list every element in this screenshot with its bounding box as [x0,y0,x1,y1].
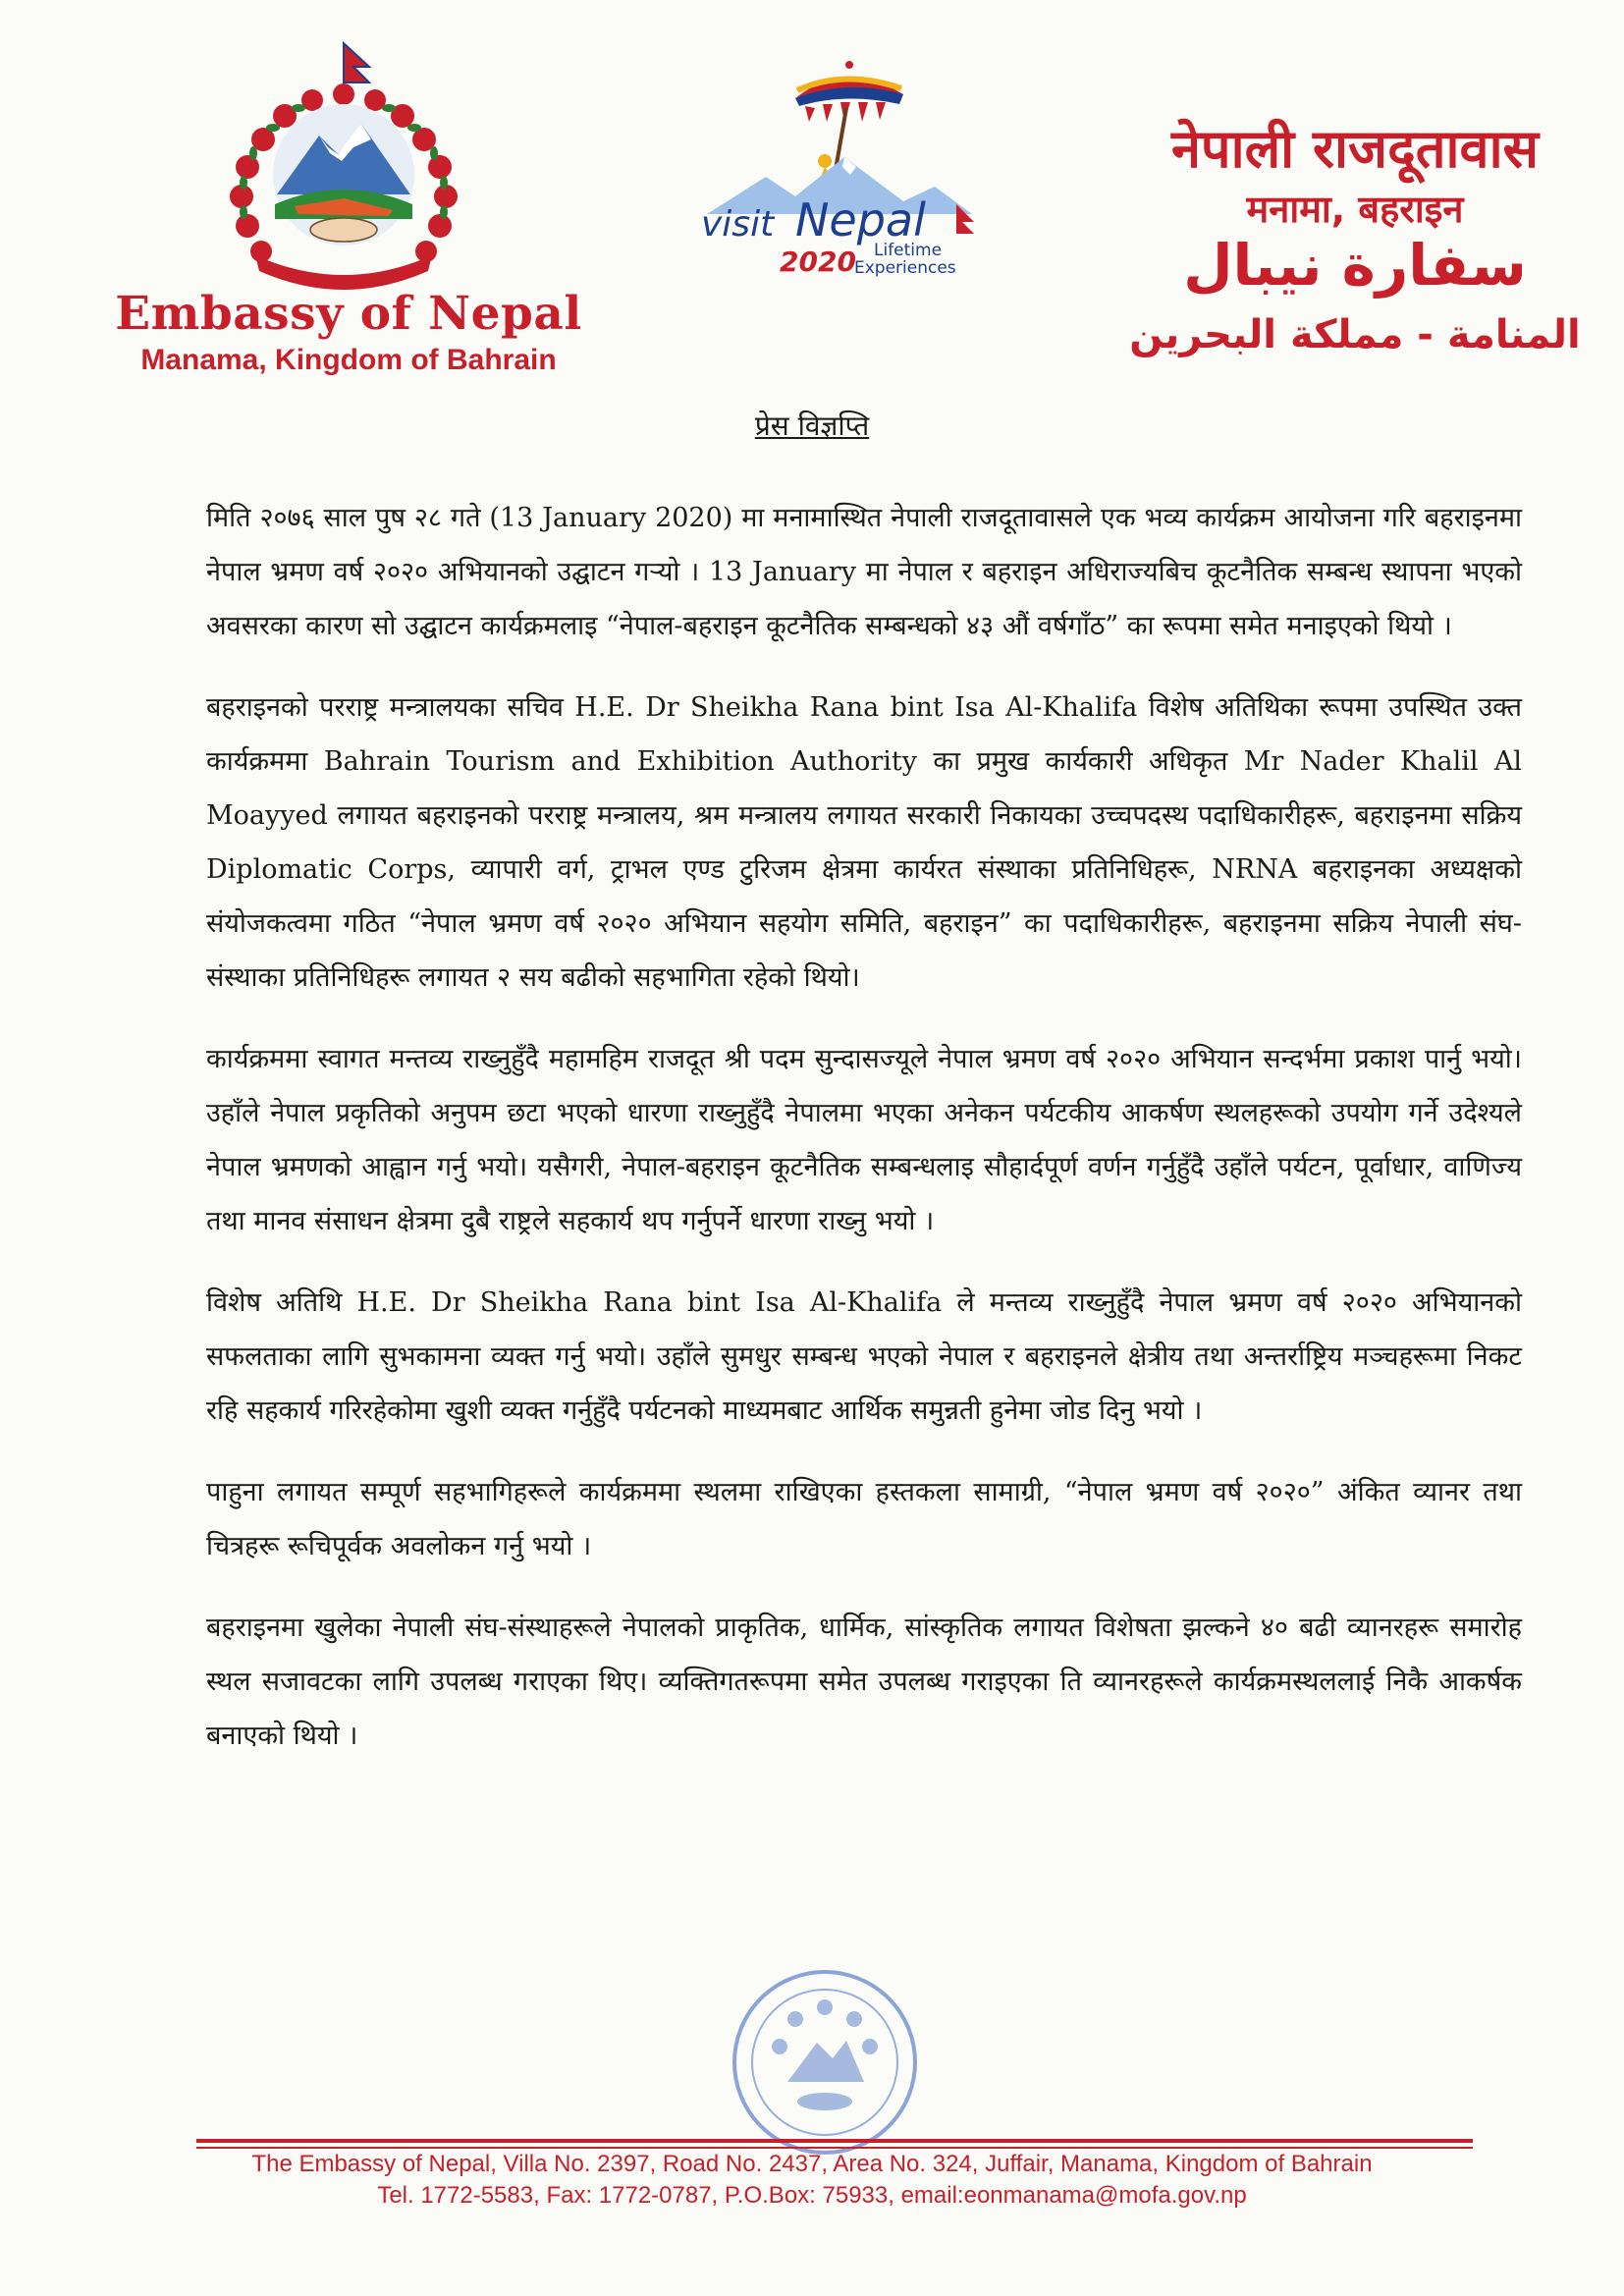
experiences-text: Experiences [854,258,956,278]
paragraph-1: मिति २०७६ साल पुष २८ गते (13 January 2020) मा मनामास्थित नेपाली राजदूतावासले एक भव्य कार्यक्रम आयोजना गरि बहराइनमा नेपाल भ्रमण वर्ष २०२० अभियानको उद्घाटन गऱ्यो । 13 January मा नेपाल र बहराइन अधिराज्यबिच कूटनैतिक सम्बन्ध स्थापना भएको अवसरका कारण सो उद्घाटन कार्यक्रमलाइ “नेपाल-बहराइन कूटनैतिक सम्बन्धको ४३ औं वर्षगाँठ” का रूपमा समेत मनाइएको थियो । [206,503,1522,641]
footer-address: The Embassy of Nepal, Villa No. 2397, Road No. 2437, Area No. 324, Juffair, Manama, Kingdom of Bahrain [251,2151,1373,2177]
paragraph-6: बहराइनमा खुलेका नेपाली संघ-संस्थाहरूले नेपालको प्राकृतिक, धार्मिक, सांस्कृतिक लगायत विशेषता झल्कने ४० बढी व्यानरहरू समारोह स्थल सजावटका लागि उपलब्ध गराएका थिए। व्यक्तिगतरूपमा समेत उपलब्ध गराइएका ति व्यानरहरूले कार्यक्रमस्थललाई निकै आकर्षक बनाएको थियो । [206,1613,1522,1751]
nepal-text: Nepal [795,193,926,246]
lifetime-text: Lifetime [874,241,943,260]
nepal-emblem-icon [196,37,491,302]
visit-nepal-2020-logo-icon [677,39,992,304]
embassy-name-ar: سفارة نيبال [1183,232,1527,299]
footer-rule-thick [196,2139,1473,2143]
footer-contact: Tel. 1772-5583, Fax: 1772-0787, P.O.Box: 75933, email:eonmanama@mofa.gov.np [377,2182,1247,2209]
embassy-city-ne: मनामा, बहराइन [1246,188,1464,231]
year-text: 2020 [780,246,856,278]
press-release-body [206,491,1522,1790]
paragraph-5: पाहुना लगायत सम्पूर्ण सहभागिहरूले कार्यक्रममा स्थलमा राखिएका हस्तकला सामाग्री, “नेपाल भ्रमण वर्ष २०२०” अंकित व्यानर तथा चित्रहरू रूचिपूर्वक अवलोकन गर्नु भयो । [206,1477,1522,1561]
embassy-city-ar: المنامة - مملكة البحرين [1129,312,1581,357]
visit-text: visit [701,204,775,245]
press-release-title: प्रेस विज्ञप्ति [754,410,870,442]
footer-rule-thin [196,2147,1473,2149]
paragraph-2: बहराइनको परराष्ट्र मन्त्रालयका सचिव H.E. Dr Sheikha Rana bint Isa Al-Khalifa विशेष अतिथिका रूपमा उपस्थित उक्त कार्यक्रममा Bahrain Tourism and Exhibition Authority का प्रमुख कार्यकारी अधिकृत Mr Nader Khalil Al Moayyed लगायत बहराइनको परराष्ट्र मन्त्रालय, श्रम मन्त्रालय लगायत सरकारी निकायका उच्चपदस्थ पदाधिकारीहरू, बहराइनमा सक्रिय Diplomatic Corps, व्यापारी वर्ग, ट्राभल एण्ड टुरिजम क्षेत्रमा कार्यरत संस्थाका प्रतिनिधिहरू, NRNA बहराइनका अध्यक्षको संयोजकत्वमा गठित “नेपाल भ्रमण वर्ष २०२० अभियान सहयोग समिति, बहराइन” का पदाधिकारीहरू, बहराइनमा सक्रिय नेपाली संघ-संस्थाका प्रतिनिधिहरू लगायत २ सय बढीको सहभागिता रहेको थियो। [206,692,1522,993]
paragraph-3: कार्यक्रममा स्वागत मन्तव्य राख्नुहुँदै महामहिम राजदूत श्री पदम सुन्दासज्यूले नेपाल भ्रमण वर्ष २०२० अभियान सन्दर्भमा प्रकाश पार्नु भयो। उहाँले नेपाल प्रकृतिको अनुपम छटा भएको धारणा राख्नुहुँदै नेपालमा भएका अनेकन पर्यटकीय आकर्षण स्थलहरूको उपयोग गर्ने उदेश्यले नेपाल भ्रमणको आह्वान गर्नु भयो। यसैगरी, नेपाल-बहराइन कूटनैतिक सम्बन्धलाइ सौहार्दपूर्ण वर्णन गर्नुहुँदै उहाँले पर्यटन, पूर्वाधार, वाणिज्य तथा मानव संसाधन क्षेत्रमा दुबै राष्ट्रले सहकार्य थप गर्नुपर्ने धारणा राख्नु भयो । [206,1044,1522,1236]
embassy-city-en: Manama, Kingdom of Bahrain [140,344,557,376]
embassy-name-en: Embassy of Nepal [115,287,582,341]
embassy-name-ne: नेपाली राजदूतावास [1170,118,1540,180]
paragraph-4: विशेष अतिथि H.E. Dr Sheikha Rana bint Isa Al-Khalifa ले मन्तव्य राख्नुहुँदै नेपाल भ्रमण वर्ष २०२० अभियानको सफलताका लागि सुभकामना व्यक्त गर्नु भयो। उहाँले सुमधुर सम्बन्ध भएको नेपाल र बहराइनले क्षेत्रीय तथा अन्तर्राष्ट्रिय मञ्चहरूमा निकट रहि सहकार्य गरिरहेकोमा खुशी व्यक्त गर्नुहुँदै पर्यटनको माध्यमबाट आर्थिक समुन्नती हुनेमा जोड दिनु भयो । [206,1287,1522,1426]
embassy-seal-stamp-icon [727,1964,923,2160]
